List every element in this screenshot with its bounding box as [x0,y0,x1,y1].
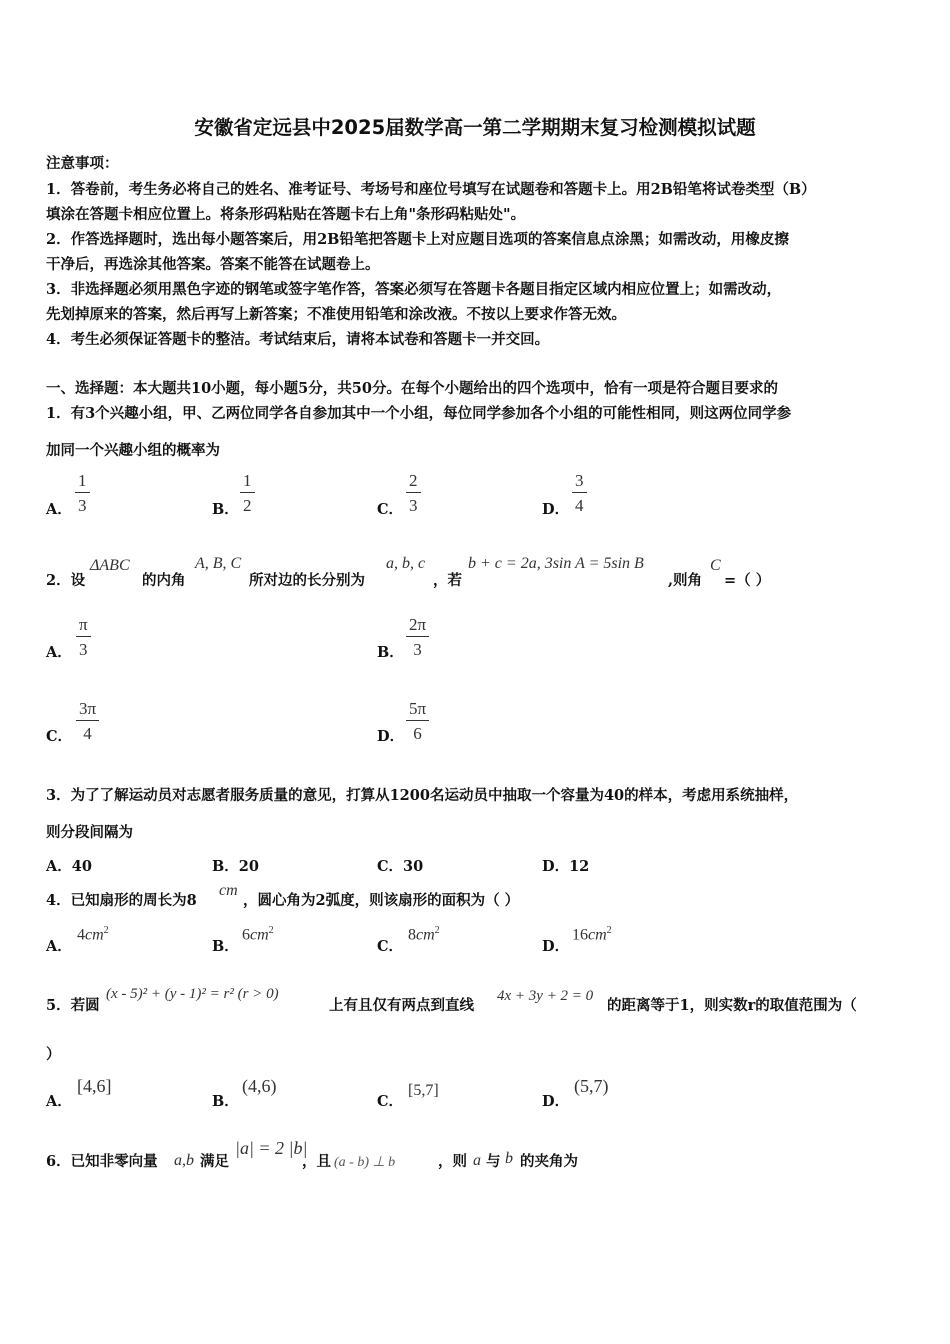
q3-option-b: B．20 [212,858,259,875]
question-3-text: 3．为了了解运动员对志愿者服务质量的意见，打算从1200名运动员中抽取一个容量为40的样本，考虑用系统抽样， [46,787,799,804]
page-title: 安徽省定远县中2025届数学高一第二学期期末复习检测模拟试题 [194,116,756,139]
question-5-text-end: ） [46,1046,61,1063]
q3-option-d: D．12 [542,858,590,875]
q2-option-d-label: D． [377,728,405,745]
q1-option-a-label: A． [46,501,72,518]
q5-option-c-value: [5,7] [408,1082,439,1099]
q4-option-a-label: A． [46,938,72,955]
q1-option-b-label: B． [212,501,239,518]
q2-condition: b + c = 2a, 3sin A = 5sin B [468,555,644,572]
q1-option-d-fraction: $\frac{3}{4}$ [572,472,587,514]
q5-option-b-label: B． [212,1093,239,1110]
question-6-text-cont: 与 [486,1153,501,1170]
q5-circle-equation: (x - 5)² + (y - 1)² = r² (r > 0) [106,986,279,1002]
q6-vectors: a,b [174,1152,194,1169]
q6-condition-1: |a| = 2 |b| [235,1138,308,1158]
q2-text: 所对边的长分别为 [249,572,365,589]
q4-option-b-value: $6cm^2$ [242,925,274,944]
q2-option-b-label: B． [377,644,404,661]
q1-option-c-label: C． [377,501,404,518]
question-2-text: 2．设 [46,572,86,589]
q4-unit: cm [219,882,238,899]
q5-option-b-value: (4,6) [242,1076,277,1096]
question-6-text-cont: ，且 [302,1153,331,1170]
q4-option-d-label: D． [542,938,570,955]
notice-line: 先划掉原来的答案，然后再写上新答案；不准使用铅笔和涂改液。不按以上要求作答无效。 [46,306,626,323]
question-5-text-cont: 上有且仅有两点到直线 [329,997,474,1014]
q2-var-c: C [710,557,721,574]
question-4-text-cont: ，圆心角为2弧度，则该扇形的面积为（ ） [243,892,520,909]
q4-option-a-value: $4cm^2$ [77,925,109,944]
q2-option-c-fraction: $\frac{3\pi}{4}$ [76,700,99,742]
notice-line: 2．作答选择题时，选出每小题答案后，用2B铅笔把答题卡上对应题目选项的答案信息点涂黑；如需改动，用橡皮擦 [46,231,789,248]
q1-option-b-fraction: $\frac{1}{2}$ [240,472,255,514]
notice-line: 3．非选择题必须用黑色字迹的钢笔或签字笔作答，答案必须写在答题卡各题目指定区域内相应位置上；如需改动， [46,281,782,298]
q4-option-b-label: B． [212,938,239,955]
question-6-text-end: 的夹角为 [520,1153,578,1170]
q5-line-equation: 4x + 3y + 2 = 0 [497,988,594,1004]
q2-option-d-fraction: $\frac{5\pi}{6}$ [406,700,429,742]
q2-text: 的内角 [142,572,186,589]
q2-triangle: ΔABC [90,557,130,574]
notice-heading: 注意事项： [46,155,119,172]
q2-angles: A, B, C [195,555,242,572]
question-1-text: 1．有3个兴趣小组，甲、乙两位同学各自参加其中一个小组，每位同学参加各个小组的可能性相同，则这两位同学参 [46,405,792,422]
q5-option-a-label: A． [46,1093,72,1110]
q1-option-c-fraction: $\frac{2}{3}$ [406,472,421,514]
q2-text: ，若 [433,572,462,589]
q5-option-d-value: (5,7) [574,1076,609,1096]
q2-option-a-fraction: $\frac{\pi}{3}$ [76,616,91,658]
q2-option-c-label: C． [46,728,73,745]
q5-option-d-label: D． [542,1093,570,1110]
notice-line: 干净后，再选涂其他答案。答案不能答在试题卷上。 [46,256,380,273]
question-5-text: 5．若圆 [46,997,100,1014]
q5-option-c-label: C． [377,1093,404,1110]
question-6-text-cont: 满足 [200,1153,229,1170]
question-3-text-cont: 则分段间隔为 [46,824,133,841]
q6-vector-a: a [473,1152,481,1169]
notice-line: 填涂在答题卡相应位置上。将条形码粘贴在答题卡右上角"条形码粘贴处"。 [46,206,526,223]
q4-option-d-value: $16cm^2$ [572,925,612,944]
question-4-text: 4．已知扇形的周长为8 [46,892,197,909]
question-5-text-cont: 的距离等于1，则实数r的取值范围为（ [607,997,857,1014]
q6-condition-2: (a - b) ⊥ b [334,1155,396,1170]
q1-option-d-label: D． [542,501,570,518]
q4-option-c-label: C． [377,938,404,955]
q6-vector-b: b [505,1150,513,1167]
section-heading: 一、选择题：本大题共10小题，每小题5分，共50分。在每个小题给出的四个选项中，恰有一项是符合题目要求的 [46,380,778,397]
q5-option-a-value: [4,6] [77,1076,112,1096]
question-6-text-cont: ，则 [438,1153,467,1170]
q2-text: =（ ） [724,572,771,589]
notice-line: 4．考生必须保证答题卡的整洁。考试结束后，请将本试卷和答题卡一并交回。 [46,331,550,348]
question-6-text: 6．已知非零向量 [46,1153,158,1170]
q1-option-a-fraction: $\frac{1}{3}$ [75,472,90,514]
q2-text: ,则角 [668,572,703,589]
q3-option-a: A．40 [46,858,92,875]
q2-sides: a, b, c [386,555,426,572]
q3-option-c: C．30 [377,858,424,875]
question-1-text-cont: 加同一个兴趣小组的概率为 [46,442,220,459]
q4-option-c-value: $8cm^2$ [408,925,440,944]
notice-line: 1．答卷前，考生务必将自己的姓名、准考证号、考场号和座位号填写在试题卷和答题卡上。用2B铅笔将试卷类型（B） [46,181,816,198]
q2-option-b-fraction: $\frac{2\pi}{3}$ [406,616,429,658]
q2-option-a-label: A． [46,644,72,661]
